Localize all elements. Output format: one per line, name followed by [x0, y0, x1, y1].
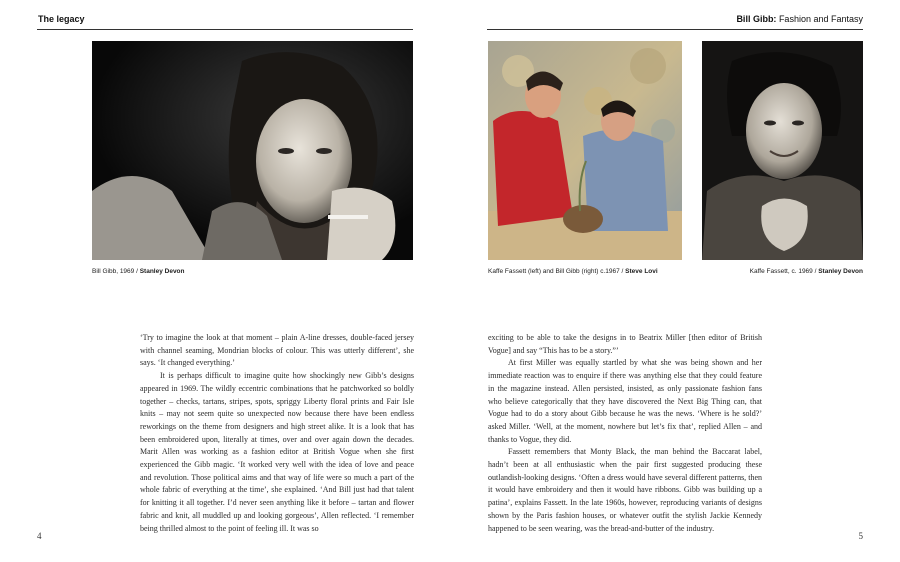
caption-left-credit: Stanley Devon [139, 268, 185, 275]
header-rule-right [487, 29, 863, 30]
paragraph: ‘Try to imagine the look at that moment – plain A-line dresses, double-faced jersey with channel seaming, Mondrian blocks of colour. This was utterly different’, she says. ‘It changed everything.’ [140, 333, 414, 368]
body-column-right [488, 332, 762, 535]
photo-kaffe-fassett [702, 41, 863, 260]
paragraph: It is perhaps difficult to imagine quite how shockingly new Gibb’s designs appeared in 1969. The wildly eccentric combinations that he patchworked so boldly together – checks, tartans, stripes, spots, spriggy Liberty floral prints and Fair Isle knits – may not seem quite so unexpected now because there have been endless reworkings on the theme from designers and high street alike. It is a look that has been embroidered upon, literally at times, over and over again down the decades. Marit Allen was working as a fashion editor at British Vogue when she first experienced the Gibb magic. ‘It worked very well with the idea of love and peace and revolution. Those political aims and that way of life were so much a part of the whole fabric of everything at the time’, she explained. ‘And Bill just had that talent for knitting it all together. I’d never seen anything like it before – tartan and flower fabric and knit, all muddled up and looking gorgeous’, Allen reflected. ‘I remember being thrilled almost to the point of feeling ill. It was so [140, 371, 414, 533]
caption-center-text: Kaffe Fassett (left) and Bill Gibb (right) c.1967 / [488, 268, 626, 275]
caption-left-text: Bill Gibb, 1969 / [92, 268, 140, 275]
page-number-left: 4 [37, 531, 42, 541]
caption-right-credit: Stanley Devon [818, 268, 863, 275]
running-head-right-rest: Fashion and Fantasy [776, 14, 863, 24]
paragraph: Fassett remembers that Monty Black, the man behind the Baccarat label, hadn’t been at all enthusiastic when the pair first suggested producing these outlandish-looking designs. ‘Often a dress would have several different patterns, then it would have embroidery and then it would have ribbons. Gibb was building up a patina’, explains Fassett. In the late 1960s, however, reproducing variants of designs shown by the Paris fashion houses, or whatever outfit the stylish Jackie Kennedy happened to be seen wearing, was the bread-and-butter of the industry. [488, 447, 762, 533]
running-head-right [736, 14, 863, 24]
caption-right [750, 268, 863, 275]
caption-left [92, 268, 185, 275]
paragraph: At first Miller was equally startled by what she was being shown and her immediate reaction was to enquire if there was anything else that they could feature in the magazine instead. Allen persisted, insisted, as only passionate fashion fans who believe categorically that they have discovered the Next Big Thing can, that Vogue had to do a story about Gibb because he was the news. ‘Where is he sold?’ asked Miller. ‘Well, at the moment, nowhere but let’s fix that’, replied Allen – and thanks to Vogue, they did. [488, 358, 762, 444]
caption-center [488, 268, 658, 275]
photo-bill-gibb [92, 41, 413, 260]
running-head-right-bold: Bill Gibb: [736, 14, 777, 24]
running-head-left: The legacy [38, 14, 85, 24]
body-column-left [140, 332, 414, 535]
header-rule-left [37, 29, 413, 30]
caption-center-credit: Steve Lovi [625, 268, 658, 275]
photo-fassett-and-gibb [488, 41, 682, 260]
paragraph: exciting to be able to take the designs in to Beatrix Miller [then editor of British Vogue] and say “This has to be a story.”’ [488, 333, 762, 355]
caption-right-text: Kaffe Fassett, c. 1969 / [749, 268, 819, 275]
page-number-right: 5 [858, 531, 863, 541]
